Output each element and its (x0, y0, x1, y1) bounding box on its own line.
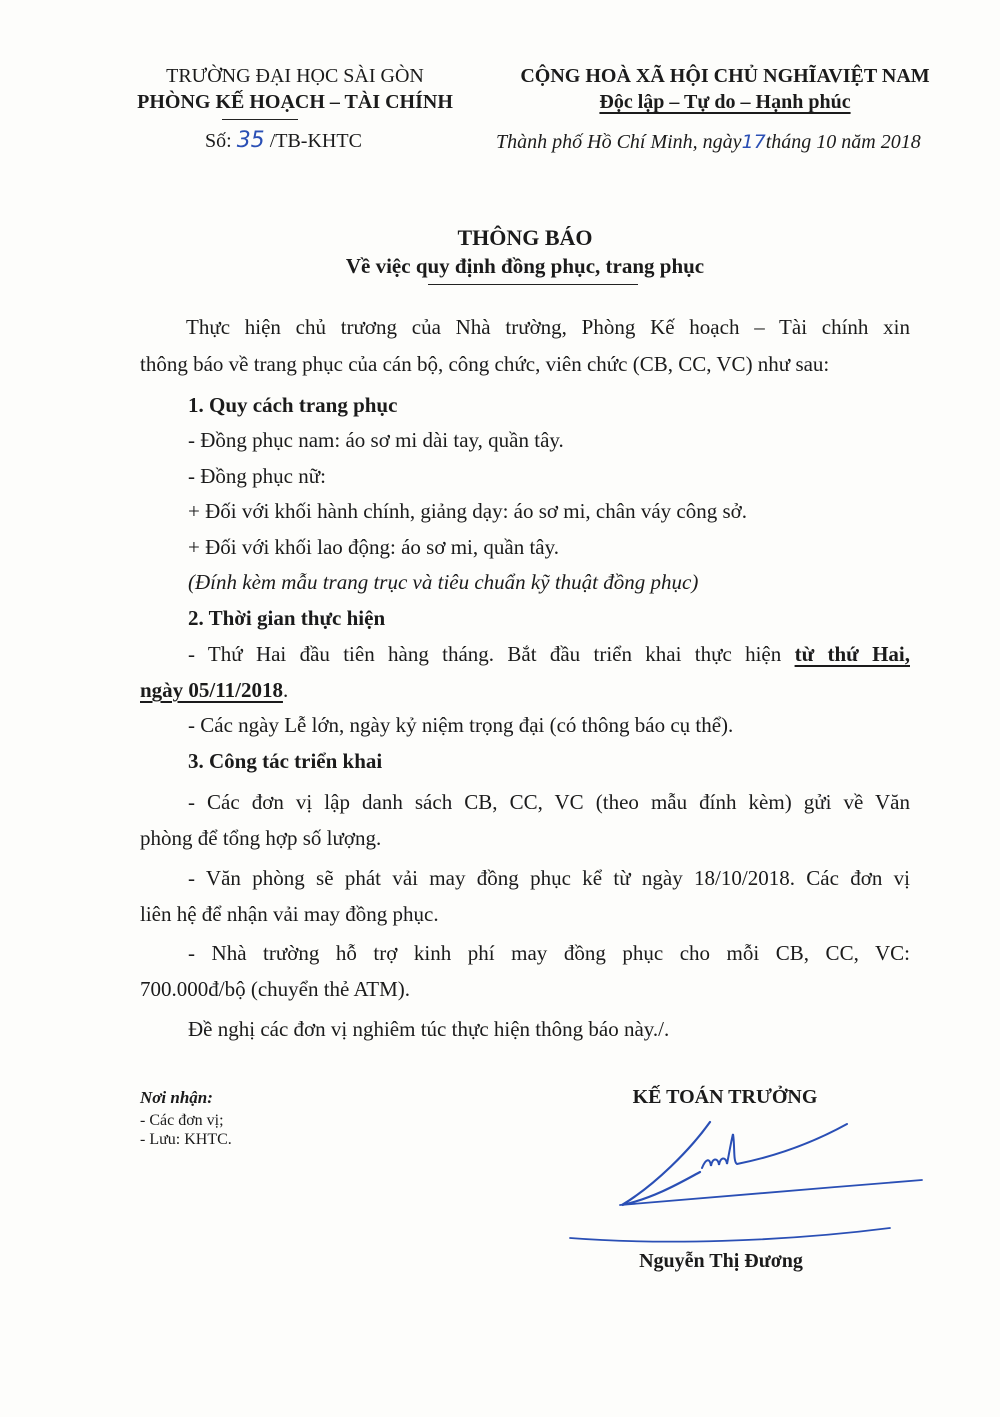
section-1-item-1: - Đồng phục nam: áo sơ mi dài tay, quần tây. (188, 428, 564, 452)
document-date (496, 131, 921, 154)
section-2-item-1-text: - Thứ Hai đầu tiên hàng tháng. Bắt đầu triển khai thực hiện (188, 642, 795, 666)
section-3-item-3-line-2: 700.000đ/bộ (chuyển thẻ ATM). (140, 977, 411, 1001)
section-1-heading: 1. Quy cách trang phục (188, 393, 398, 417)
section-3-item-3-line-1: - Nhà trường hỗ trợ kinh phí may đồng phục cho mỗi CB, CC, VC: (188, 941, 910, 965)
subject-underline (428, 284, 638, 285)
section-3-item-2-line-2: liên hệ để nhận vải may đồng phục. (140, 902, 439, 926)
motto (490, 90, 960, 114)
department-underline (222, 119, 298, 120)
document-title: THÔNG BÁO (457, 225, 593, 250)
nation-name: CỘNG HOÀ XÃ HỘI CHỦ NGHĨAVIỆT NAM (520, 65, 930, 87)
intro-line-2: thông báo về trang phục của cán bộ, công chức, viên chức (CB, CC, VC) như sau: (140, 352, 830, 376)
signature-title: KẾ TOÁN TRƯỞNG (632, 1086, 818, 1108)
intro-line-1: Thực hiện chủ trương của Nhà trường, Phòng Kế hoạch – Tài chính xin (186, 315, 910, 339)
section-3-item-1-line-1: - Các đơn vị lập danh sách CB, CC, VC (theo mẫu đính kèm) gửi về Văn (188, 790, 910, 814)
section-3-item-2-line-1: - Văn phòng sẽ phát vải may đồng phục kể từ ngày 18/10/2018. Các đơn vị (188, 866, 910, 890)
document-number (205, 128, 362, 153)
signer-name: Nguyễn Thị Đương (639, 1250, 803, 1272)
date-day-handwritten: 17 (741, 131, 766, 153)
section-2-item-1-line-2 (140, 678, 288, 703)
section-3-heading: 3. Công tác triển khai (188, 749, 383, 773)
recipients-label: Nơi nhận: (140, 1088, 213, 1107)
closing-line: Đề nghị các đơn vị nghiêm túc thực hiện thông báo này./. (188, 1017, 670, 1041)
department-name: PHÒNG KẾ HOẠCH – TÀI CHÍNH (137, 91, 453, 113)
number-prefix: Số: (205, 130, 232, 152)
section-2-item-1-end: . (282, 678, 289, 702)
section-1-item-3: + Đối với khối hành chính, giảng dạy: áo sơ mi, chân váy công sở. (188, 499, 747, 523)
date-prefix: Thành phố Hồ Chí Minh, ngày (496, 131, 742, 153)
handwritten-signature (560, 1110, 930, 1250)
section-1-item-4: + Đối với khối lao động: áo sơ mi, quần tây. (188, 535, 559, 559)
section-1-item-2: - Đồng phục nữ: (188, 464, 326, 488)
motto-text: Độc lập – Tự do – Hạnh phúc (599, 91, 851, 113)
section-3-item-1-line-2: phòng để tổng hợp số lượng. (140, 826, 382, 850)
school-name: TRƯỜNG ĐẠI HỌC SÀI GÒN (166, 65, 424, 87)
section-1-note: (Đính kèm mẫu trang trục và tiêu chuẩn kỹ thuật đồng phục) (188, 570, 699, 594)
section-2-item-2: - Các ngày Lễ lớn, ngày kỷ niệm trọng đại (có thông báo cụ thể). (188, 713, 734, 737)
recipient-item-1: - Các đơn vị; (140, 1112, 224, 1129)
section-2-heading: 2. Thời gian thực hiện (188, 606, 386, 630)
section-2-start-date: ngày 05/11/2018 (140, 678, 283, 702)
document-subject: Về việc quy định đồng phục, trang phục (345, 254, 705, 278)
number-suffix: /TB-KHTC (269, 130, 362, 152)
date-suffix: tháng 10 năm 2018 (765, 131, 921, 153)
section-2-start-day: từ thứ Hai, (794, 642, 910, 666)
recipient-item-2: - Lưu: KHTC. (140, 1131, 232, 1148)
number-handwritten: 35 (236, 128, 265, 153)
section-2-item-1-line-1 (188, 642, 910, 667)
